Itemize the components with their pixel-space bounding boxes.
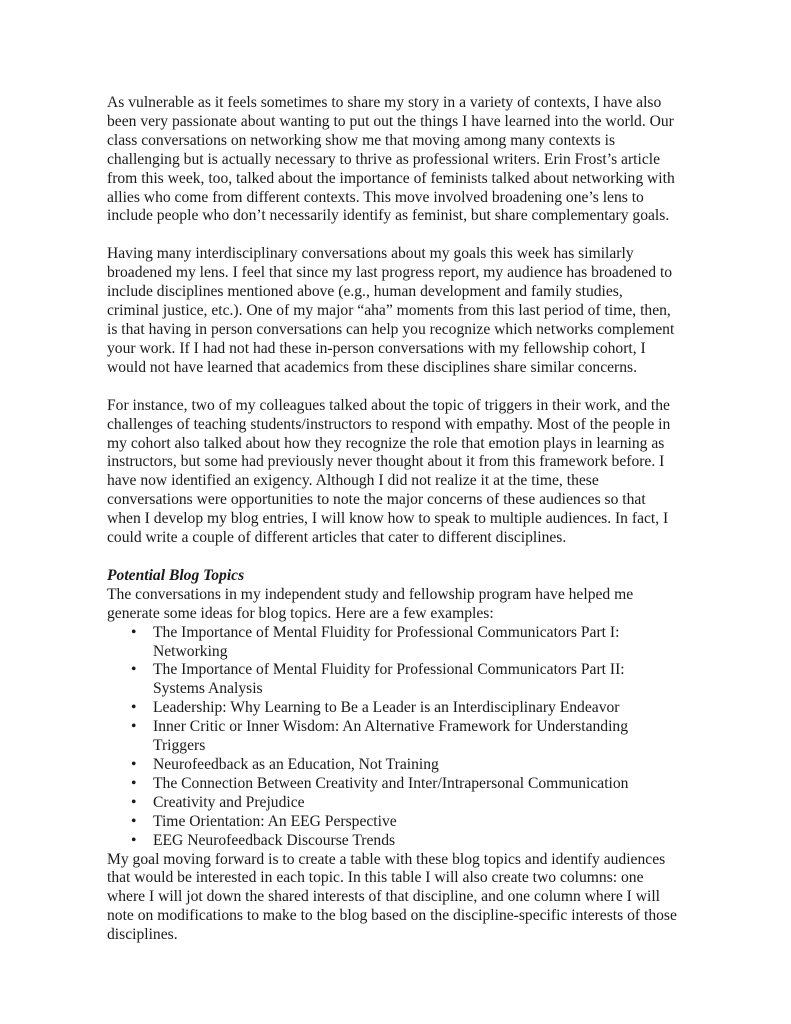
bullet-icon: • — [131, 756, 137, 773]
list-item — [107, 794, 677, 813]
topic-text: The Connection Between Creativity and Inter/Intrapersonal Communication — [153, 774, 629, 792]
topic-text: The Importance of Mental Fluidity for Professional Communicators Part I: Networking — [153, 623, 620, 660]
list-item — [107, 718, 677, 756]
bullet-icon: • — [131, 812, 137, 830]
bullet-icon: • — [131, 661, 137, 679]
topic-text: EEG Neurofeedback Discourse Trends — [153, 831, 396, 849]
list-item — [107, 661, 677, 699]
document-page — [107, 94, 677, 945]
section-intro: The conversations in my independent study and fellowship program have helped me generate some ideas for blog topics. Here are a few examples: — [107, 585, 634, 622]
bullet-icon: • — [131, 831, 137, 849]
list-item — [107, 775, 677, 794]
topic-text: Time Orientation: An EEG Perspective — [153, 812, 397, 830]
body-paragraph: For instance, two of my colleagues talked about the topic of triggers in their work, and the challenges of teaching students/instructors to respond with empathy. Most of the people in my cohort also talked about how they recognize the role that emotion plays in learning as instructors, but some had previously never thought about it from this framework before. I have now identified an exigency. Although I did not realize it at the time, these conversations were opportunities to note the major concerns of these audiences so that when I develop my blog entries, I will know how to speak to multiple audiences. In fact, I could write a couple of different articles that cater to different disciplines. — [107, 396, 671, 547]
topic-text: Inner Critic or Inner Wisdom: An Alternative Framework for Understanding Triggers — [153, 718, 629, 755]
topic-text: Creativity and Prejudice — [153, 793, 305, 811]
list-item — [107, 699, 677, 718]
section-heading: Potential Blog Topics — [107, 566, 245, 584]
topic-text: The Importance of Mental Fluidity for Professional Communicators Part II: Systems Analysis — [153, 661, 625, 698]
bullet-icon: • — [131, 623, 137, 641]
topic-text: Leadership: Why Learning to Be a Leader is an Interdisciplinary Endeavor — [153, 699, 620, 717]
bullet-icon: • — [131, 774, 137, 792]
closing-paragraph: My goal moving forward is to create a table with these blog topics and identify audiences that would be interested in each topic. In this table I will also create two columns: one where I will jot down the shared interests of that discipline, and one column where I will note on modifications to make to the blog based on the discipline-specific interests of those disciplines. — [107, 850, 677, 944]
list-item — [107, 624, 677, 662]
bullet-icon: • — [131, 793, 137, 811]
body-paragraph: As vulnerable as it feels sometimes to share my story in a variety of contexts, I have also been very passionate about wanting to put out the things I have learned into the world. Our class conversations on networking show me that moving among many contexts is challenging but is actually necessary to thrive as professional writers. Erin Frost’s article from this week, too, talked about the importance of feminists talked about networking with allies who come from different contexts. This move involved broadening one’s lens to include people who don’t necessarily identify as feminist, but share complementary goals. — [107, 94, 675, 225]
topic-text: Neurofeedback as an Education, Not Training — [153, 756, 439, 773]
list-item — [107, 813, 677, 832]
list-item — [107, 756, 677, 775]
bullet-icon: • — [131, 699, 137, 717]
bullet-icon: • — [131, 718, 137, 736]
list-item — [107, 832, 677, 851]
topic-list — [107, 624, 677, 851]
blog-topics-section — [107, 567, 677, 945]
body-paragraph: Having many interdisciplinary conversations about my goals this week has similarly broadened my lens. I feel that since my last progress report, my audience has broadened to include disciplines mentioned above (e.g., human development and family studies, criminal justice, etc.). One of my major “aha” moments from this last period of time, then, is that having in person conversations can help you recognize which networks complement your work. If I had not had these in-person conversations with my fellowship cohort, I would not have learned that academics from these disciplines share similar concerns. — [107, 245, 675, 376]
